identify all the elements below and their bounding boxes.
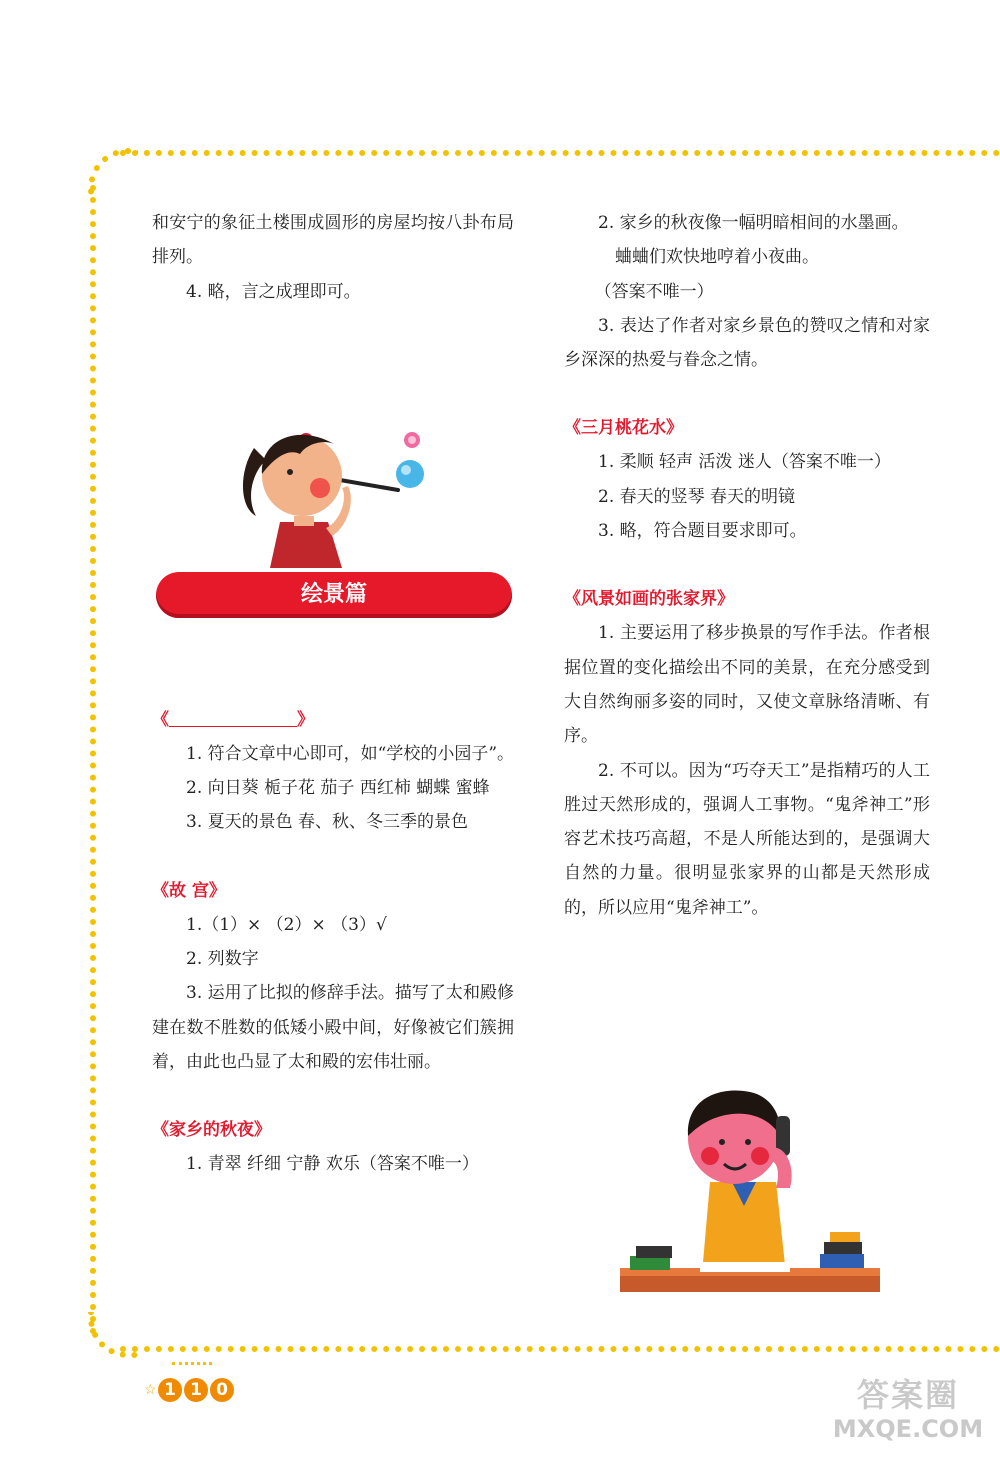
spacer <box>564 377 930 411</box>
answer-paragraph: 2. 向日葵 栀子花 茄子 西红柿 蝴蝶 蜜蜂 <box>186 778 490 799</box>
watermark <box>822 1376 994 1452</box>
answer-paragraph: 1. 主要运用了移步换景的写作手法。作者根据位置的变化描绘出不同的美景，在充分感受到大自然绚丽多姿的同时，又使文章脉络清晰、有序。 <box>564 623 930 747</box>
answer-paragraph: 1. 符合文章中心即可，如“学校的小园子”。 <box>186 743 515 764</box>
spacer <box>152 840 514 874</box>
section-banner: 绘景篇 <box>156 572 512 618</box>
frame-bottom-border <box>120 1346 1000 1352</box>
section-title-taohuashui: 《三月桃花水》 <box>564 418 683 439</box>
watermark-line1: 答案圈 <box>856 1376 959 1414</box>
page-number-digit: 1 <box>158 1378 182 1402</box>
answer-paragraph: 和安宁的象征土楼围成圆形的房屋均按八卦布局排列。 <box>152 213 514 268</box>
frame-left-border <box>90 185 96 1335</box>
frame-top-border <box>120 150 1000 156</box>
answer-paragraph: 2. 列数字 <box>186 949 259 970</box>
page-number-digit: 1 <box>184 1378 208 1402</box>
boy-on-phone-illustration <box>610 1078 890 1318</box>
answer-paragraph: 1. 柔顺 轻声 活泼 迷人（答案不唯一） <box>598 452 891 473</box>
girl-blowing-bubbles-illustration <box>230 418 440 578</box>
answer-paragraph: 1. 青翠 纤细 宁静 欢乐（答案不唯一） <box>186 1154 479 1175</box>
answer-paragraph: 1.（1）× （2）× （3）√ <box>186 914 387 935</box>
page-number-digit: 0 <box>210 1378 234 1402</box>
answer-paragraph: 4. 略，言之成理即可。 <box>186 281 361 302</box>
answer-paragraph: 3. 表达了作者对家乡景色的赞叹之情和对家乡深深的热爱与眷念之情。 <box>564 315 930 371</box>
left-column <box>152 206 514 1182</box>
page-number <box>158 1378 234 1402</box>
spacer <box>152 1079 514 1113</box>
section-title-jiaxiang: 《家乡的秋夜》 <box>152 1120 271 1141</box>
spacer <box>564 548 930 582</box>
answer-paragraph: 3. 夏天的景色 春、秋、冬三季的景色 <box>186 812 469 833</box>
section-title-blank: 《 》 <box>152 709 314 730</box>
answer-paragraph: 2. 春天的竖琴 春天的明镜 <box>598 486 796 507</box>
star-icon: ☆ <box>144 1382 157 1398</box>
title-blank-line <box>169 708 297 727</box>
section-title-zhangjiajie: 《风景如画的张家界》 <box>564 589 734 610</box>
answer-paragraph: 2. 不可以。因为“巧夺天工”是指精巧的人工胜过天然形成的，强调人工事物。“鬼斧神工”形容艺术技巧高超，不是人所能达到的，是强调大自然的力量。很明显张家界的山都是天然形成的，所以应用“鬼斧神工”。 <box>564 760 930 918</box>
answer-paragraph: 蛐蛐们欢快地哼着小夜曲。 <box>615 247 819 268</box>
answer-paragraph: 2. 家乡的秋夜像一幅明暗相间的水墨画。 <box>598 213 909 233</box>
answer-paragraph: （答案不唯一） <box>594 281 714 302</box>
section-title-gugong: 《故 宫》 <box>152 880 226 901</box>
right-column <box>564 206 930 925</box>
answer-paragraph: 3. 略，符合题目要求即可。 <box>598 521 807 542</box>
answer-paragraph: 3. 运用了比拟的修辞手法。描写了太和殿修建在数不胜数的低矮小殿中间，好像被它们簇拥着，由此也凸显了太和殿的宏伟壮丽。 <box>152 983 514 1072</box>
watermark-line2: MXQE.COM <box>832 1415 984 1443</box>
decorative-dots <box>172 1362 212 1379</box>
